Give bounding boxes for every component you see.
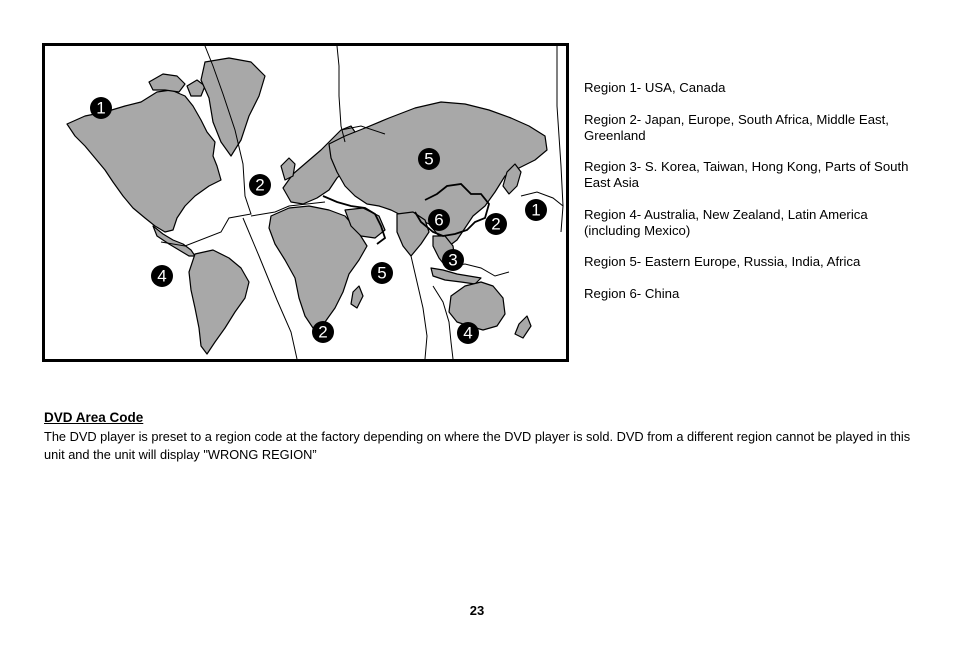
badge-label: 4 (157, 266, 167, 286)
region-badge (525, 199, 547, 221)
new-zealand-landmass (515, 316, 531, 338)
badge-label: 2 (491, 214, 501, 234)
badge-label: 1 (96, 98, 106, 118)
north-america-landmass (67, 90, 221, 232)
region-badge (312, 321, 334, 343)
badge-label: 2 (255, 175, 265, 195)
badge-label: 4 (463, 323, 473, 343)
section-body-text: The DVD player is preset to a region code at the factory depending on where the DVD player is sold. DVD from a different region cannot be played in this unit and the unit will display "WRONG REGION” (44, 429, 911, 462)
badge-label: 6 (434, 210, 444, 230)
region-border-australia (433, 286, 453, 359)
region-legend-item: Region 1- USA, Canada (584, 80, 726, 95)
world-map-graphic (45, 46, 566, 359)
region-badge (371, 262, 393, 284)
badge-label: 2 (318, 322, 328, 342)
region-border-russia-west (337, 46, 345, 142)
region-badge (485, 213, 507, 235)
region-legend-item: Region 6- China (584, 285, 680, 301)
world-region-map (42, 43, 569, 362)
region-border-pacific-east (557, 46, 563, 206)
region-legend (584, 80, 924, 317)
badge-label: 3 (448, 250, 458, 270)
region-badge (249, 174, 271, 196)
arctic-islands (149, 74, 185, 92)
page-number: 23 (469, 603, 485, 618)
uk-landmass (281, 158, 295, 180)
central-america-landmass (153, 226, 195, 256)
region-legend-item: Region 5- Eastern Europe, Russia, India, Africa (584, 254, 861, 269)
region-badge (442, 249, 464, 271)
badge-label: 5 (377, 263, 387, 283)
south-america-landmass (189, 250, 249, 354)
region-legend-item: Region 4- Australia, New Zealand, Latin America (including Mexico) (584, 206, 868, 238)
region-badge (418, 148, 440, 170)
badge-label: 5 (424, 149, 434, 169)
region-badge (457, 322, 479, 344)
region-badge (90, 97, 112, 119)
region-badge (151, 265, 173, 287)
region-border-indian-ocean (411, 256, 427, 359)
region-badge (428, 209, 450, 231)
section-heading: DVD Area Code (44, 410, 144, 425)
region-legend-item: Region 2- Japan, Europe, South Africa, Middle East, Greenland (584, 111, 889, 143)
madagascar-landmass (351, 286, 363, 308)
region-legend-item: Region 3- S. Korea, Taiwan, Hong Kong, Parts of South East Asia (584, 159, 909, 190)
australia-landmass (449, 282, 505, 330)
badge-label: 1 (531, 200, 541, 220)
